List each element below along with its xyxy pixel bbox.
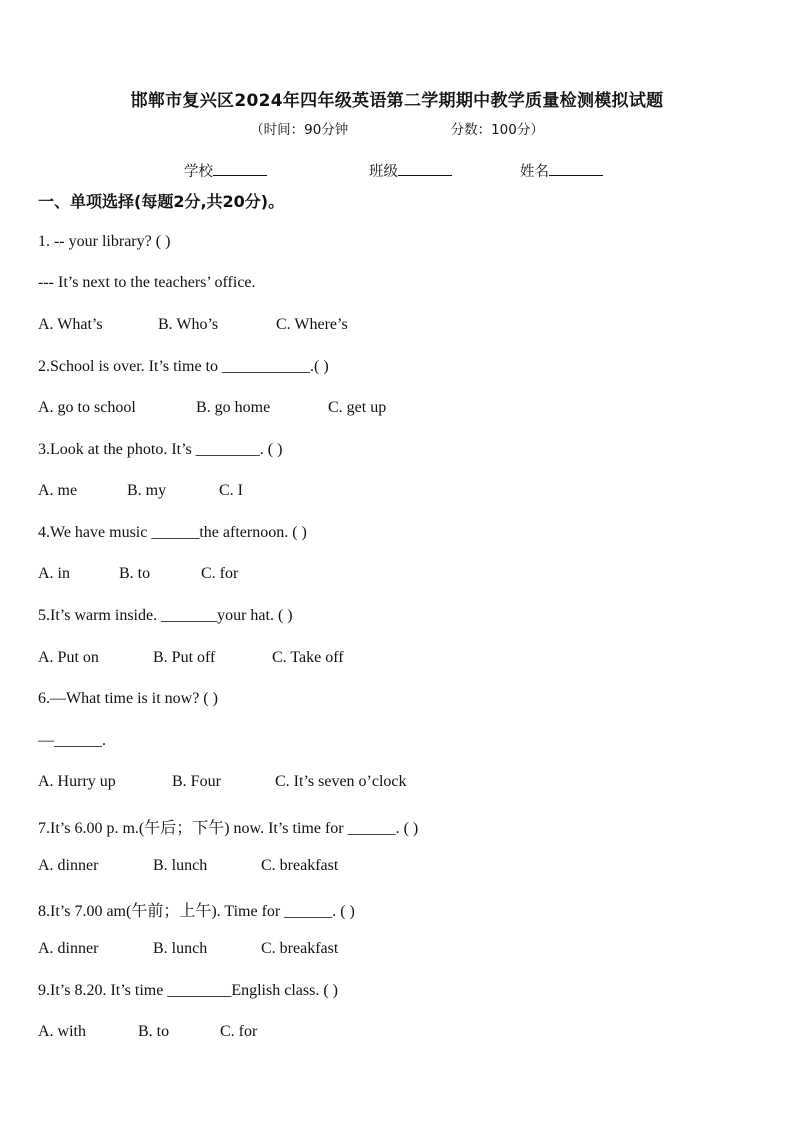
exam-meta	[0, 118, 794, 138]
question-4-options	[38, 565, 238, 583]
question-5: 5.It’s warm inside. _______your hat. ( )	[38, 607, 293, 624]
option-a: A. dinner	[38, 940, 99, 957]
school-field	[184, 160, 267, 181]
option-a: A. What’s	[38, 316, 103, 333]
question-2-options	[38, 399, 386, 417]
page-title: 邯郸市复兴区2024年四年级英语第二学期期中教学质量检测模拟试题	[130, 91, 664, 111]
school-blank	[213, 162, 267, 176]
option-a: A. in	[38, 565, 70, 582]
question-7-options	[38, 857, 338, 875]
option-c: C. for	[201, 565, 239, 582]
question-3-options	[38, 482, 243, 500]
option-a: A. dinner	[38, 857, 99, 874]
option-c: C. It’s seven o’clock	[275, 773, 407, 790]
option-c: C. get up	[328, 399, 387, 416]
school-label: 学校	[184, 164, 213, 180]
question-9-options	[38, 1023, 257, 1041]
name-label: 姓名	[520, 164, 549, 180]
question-1-answer-line: --- It’s next to the teachers’ office.	[38, 274, 256, 291]
question-4: 4.We have music ______the afternoon. ( )	[38, 524, 307, 541]
question-8: 8.It’s 7.00 am(午前；上午). Time for ______. ( )	[38, 903, 355, 920]
total-score: 分数：100分）	[450, 122, 544, 138]
option-b: B. Who’s	[158, 316, 219, 333]
name-field	[520, 160, 603, 181]
question-5-options	[38, 649, 344, 667]
question-7: 7.It’s 6.00 p. m.(午后；下午) now. It’s time for ______. ( )	[38, 820, 419, 837]
option-c: C. breakfast	[261, 857, 339, 874]
option-b: B. Four	[172, 773, 221, 790]
option-c: C. Where’s	[276, 316, 348, 333]
option-c: C. I	[219, 482, 243, 499]
option-a: A. Put on	[38, 649, 99, 666]
option-b: B. go home	[196, 399, 271, 416]
option-a: A. with	[38, 1023, 86, 1040]
question-6-options	[38, 773, 407, 791]
class-blank	[398, 162, 452, 176]
option-c: C. for	[220, 1023, 258, 1040]
option-a: A. go to school	[38, 399, 136, 416]
option-a: A. me	[38, 482, 78, 499]
question-6-answer-line: —______.	[38, 732, 106, 749]
option-b: B. my	[127, 482, 167, 499]
option-b: B. to	[119, 565, 151, 582]
question-1-options	[38, 316, 348, 334]
option-b: B. lunch	[153, 857, 208, 874]
name-blank	[549, 162, 603, 176]
question-8-options	[38, 940, 338, 958]
time-limit: （时间：90分钟	[250, 122, 349, 138]
option-b: B. to	[138, 1023, 170, 1040]
question-9: 9.It’s 8.20. It’s time ________English class. ( )	[38, 982, 338, 999]
option-c: C. Take off	[272, 649, 344, 666]
question-1: 1. -- your library? ( )	[38, 233, 171, 250]
question-2: 2.School is over. It’s time to ___________.( )	[38, 358, 329, 375]
question-3: 3.Look at the photo. It’s ________. ( )	[38, 441, 283, 458]
question-6: 6.—What time is it now? ( )	[38, 690, 218, 707]
class-field	[369, 160, 452, 181]
class-label: 班级	[369, 164, 398, 180]
section-heading: 一、单项选择(每题2分,共20分)。	[38, 192, 285, 211]
option-b: B. Put off	[153, 649, 216, 666]
option-c: C. breakfast	[261, 940, 339, 957]
option-b: B. lunch	[153, 940, 208, 957]
option-a: A. Hurry up	[38, 773, 116, 790]
